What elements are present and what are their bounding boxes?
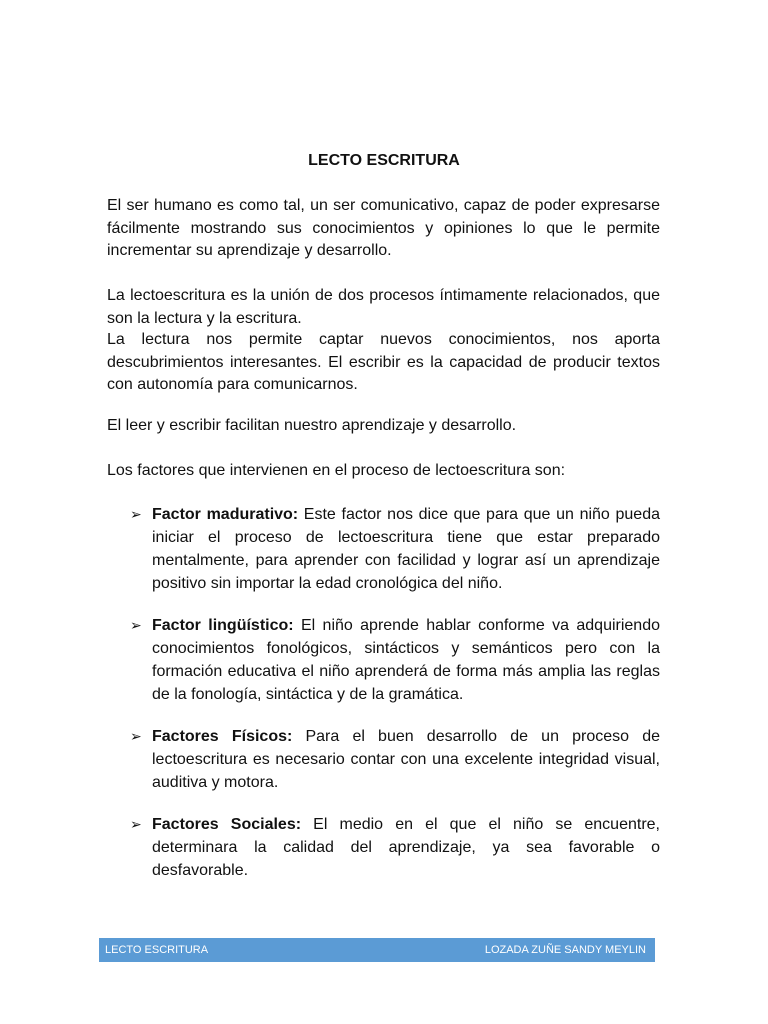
factor-term: Factores Físicos: — [152, 728, 293, 745]
footer-right-text: LOZADA ZUÑE SANDY MEYLIN — [484, 944, 646, 956]
page-footer — [99, 938, 655, 962]
arrow-bullet-icon: ➢ — [130, 816, 142, 832]
footer-left-text: LECTO ESCRITURA — [105, 944, 209, 956]
factor-term: Factor madurativo: — [152, 506, 299, 523]
arrow-bullet-icon: ➢ — [130, 617, 142, 633]
factors-list — [107, 503, 660, 901]
paragraph-reading: La lectura nos permite captar nuevos conocimientos, nos aporta descubrimientos interesantes. El escribir es la capacidad de producir textos con autonomía para comunicarnos. — [107, 331, 660, 393]
factor-description: El niño aprende hablar conforme va adquiriendo conocimientos fonológicos, sintácticos y semánticos pero con la formación educativa el niño aprenderá de forma más amplia las reglas de la fonología, sintáctica y de la gramática. — [152, 617, 660, 703]
arrow-bullet-icon: ➢ — [130, 506, 142, 522]
paragraph-summary: El leer y escribir facilitan nuestro aprendizaje y desarrollo. — [107, 417, 517, 434]
paragraph-factors-intro: Los factores que intervienen en el proceso de lectoescritura son: — [107, 462, 566, 479]
factor-term: Factor lingüístico: — [152, 617, 294, 634]
paragraph-intro: El ser humano es como tal, un ser comunicativo, capaz de poder expresarse fácilmente mostrando sus conocimientos y opiniones lo que le permite incrementar su aprendizaje y desarrollo. — [107, 197, 660, 259]
list-item — [107, 503, 660, 595]
page-title: LECTO ESCRITURA — [308, 152, 460, 169]
arrow-bullet-icon: ➢ — [130, 728, 142, 744]
list-item — [107, 813, 660, 882]
factor-description: El medio en el que el niño se encuentre, determinara la calidad del aprendizaje, ya sea favorable o desfavorable. — [152, 816, 660, 879]
paragraph-definition: La lectoescritura es la unión de dos procesos íntimamente relacionados, que son la lectura y la escritura. — [107, 287, 660, 327]
list-item — [107, 725, 660, 794]
list-item — [107, 614, 660, 706]
factor-term: Factores Sociales: — [152, 816, 302, 833]
factor-description: Para el buen desarrollo de un proceso de lectoescritura es necesario contar con una excelente integridad visual, auditiva y motora. — [152, 728, 660, 791]
factor-description: Este factor nos dice que para que un niño pueda iniciar el proceso de lectoescritura tiene que estar preparado mentalmente, para aprender con facilidad y lograr así un aprendizaje positivo sin importar la edad cronológica del niño. — [152, 506, 660, 592]
